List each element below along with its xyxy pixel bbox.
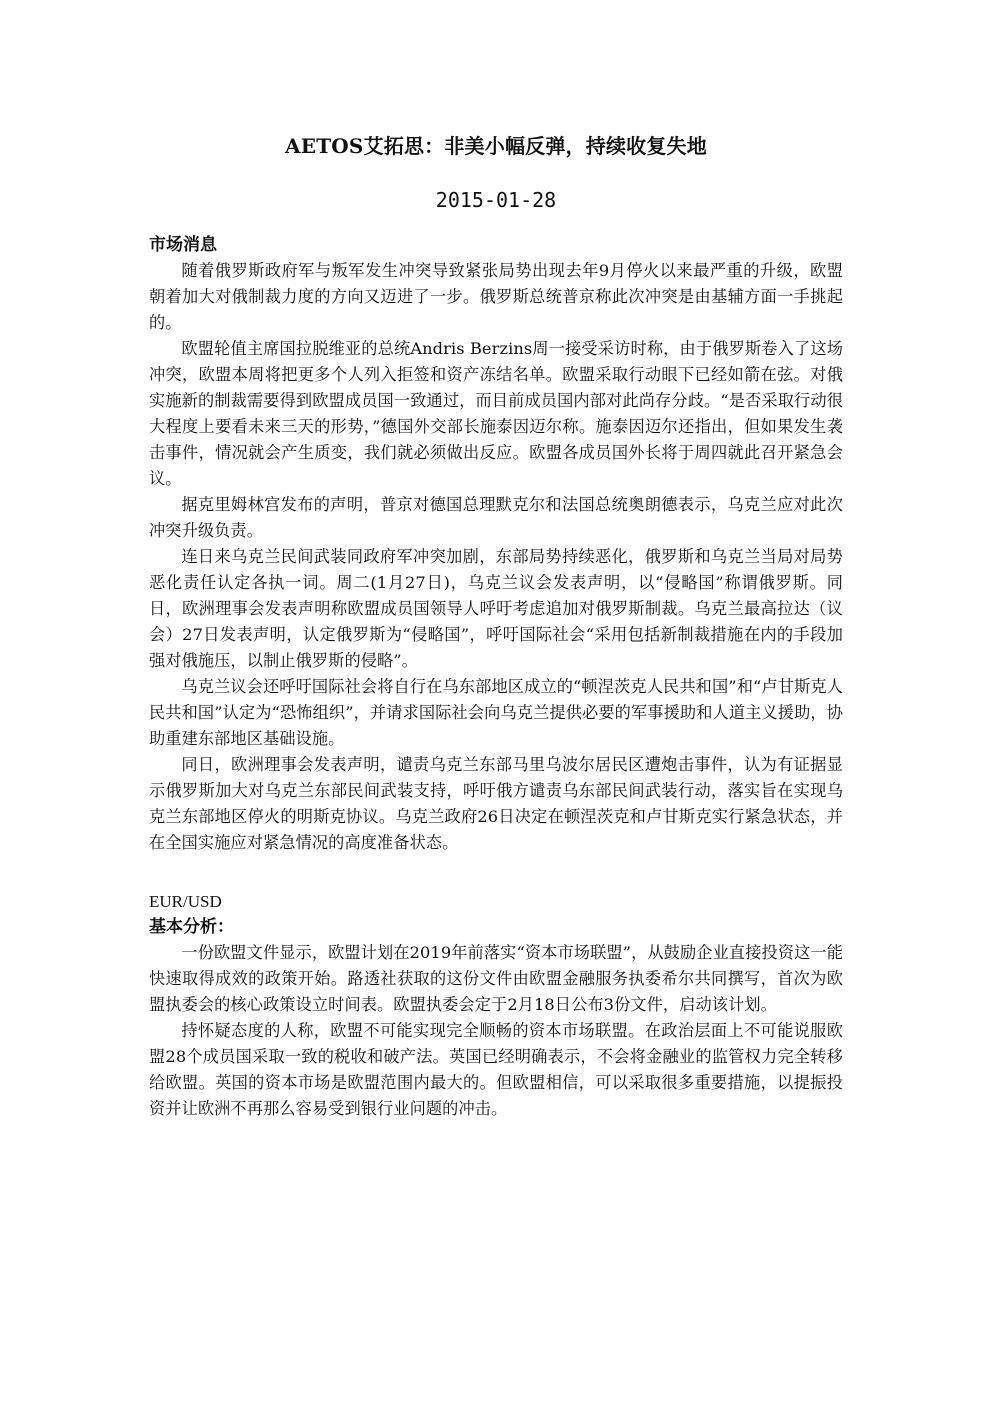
paragraph: 乌克兰议会还呼吁国际社会将自行在乌东部地区成立的“顿涅茨克人民共和国”和“卢甘斯克人民共和国”认定为“恐怖组织”，并请求国际社会向乌克兰提供必要的军事援助和人道主义援助，协助重建东部地区基础设施。 [149,677,843,748]
section-market-news [149,232,843,856]
currency-pair-label: EUR/USD [149,892,222,911]
section-spacer [149,856,843,890]
paragraph: 据克里姆林宫发布的声明，普京对德国总理默克尔和法国总统奥朗德表示，乌克兰应对此次冲突升级负责。 [149,495,843,540]
paragraph: 随着俄罗斯政府军与叛军发生冲突导致紧张局势出现去年9月停火以来最严重的升级，欧盟朝着加大对俄制裁力度的方向又迈进了一步。俄罗斯总统普京称此次冲突是由基辅方面一手挑起的。 [149,261,843,332]
paragraph: 连日来乌克兰民间武装同政府军冲突加剧，东部局势持续恶化，俄罗斯和乌克兰当局对局势恶化责任认定各执一词。周二(1月27日)，乌克兰议会发表声明，以“侵略国”称谓俄罗斯。同日，欧洲理事会发表声明称欧盟成员国领导人呼吁考虑追加对俄罗斯制裁。乌克兰最高拉达（议会）27日发表声明，认定俄罗斯为“侵略国”，呼吁国际社会“采用包括新制裁措施在内的手段加强对俄施压，以制止俄罗斯的侵略”。 [149,547,843,670]
document-title: AETOS艾拓思：非美小幅反弹，持续收复失地 [285,134,707,158]
document-body [149,126,843,1122]
section-heading: 市场消息 [149,235,217,255]
paragraph: 同日，欧洲理事会发表声明，谴责乌克兰东部马里乌波尔居民区遭炮击事件，认为有证据显示俄罗斯加大对乌克兰东部民间武装支持，呼吁俄方谴责乌东部民间武装行动，落实旨在实现乌克兰东部地区停火的明斯克协议。乌克兰政府26日决定在顿涅茨克和卢甘斯克实行紧急状态，并在全国实施应对紧急情况的高度准备状态。 [149,755,843,852]
paragraph: 一份欧盟文件显示，欧盟计划在2019年前落实“资本市场联盟”，从鼓励企业直接投资这一能快速取得成效的政策开始。路透社获取的这份文件由欧盟金融服务执委希尔共同撰写，首次为欧盟执委会的核心政策设立时间表。欧盟执委会定于2月18日公布3份文件，启动该计划。 [149,943,843,1014]
section-heading: 基本分析： [149,917,234,937]
section-eurusd [149,890,843,1122]
paragraph: 持怀疑态度的人称，欧盟不可能实现完全顺畅的资本市场联盟。在政治层面上不可能说服欧盟28个成员国采取一致的税收和破产法。英国已经明确表示，不会将金融业的监管权力完全转移给欧盟。英国的资本市场是欧盟范围内最大的。但欧盟相信，可以采取很多重要措施，以提振投资并让欧洲不再那么容易受到银行业问题的冲击。 [149,1021,843,1118]
paragraph: 欧盟轮值主席国拉脱维亚的总统Andris Berzins周一接受采访时称，由于俄罗斯卷入了这场冲突，欧盟本周将把更多个人列入拒签和资产冻结名单。欧盟采取行动眼下已经如箭在弦。对俄实施新的制裁需要得到欧盟成员国一致通过，而目前成员国内部对此尚存分歧。“是否采取行动很大程度上要看未来三天的形势，”德国外交部长施泰因迈尔称。施泰因迈尔还指出，但如果发生袭击事件，情况就会产生质变，我们就必须做出反应。欧盟各成员国外长将于周四就此召开紧急会议。 [149,339,843,488]
document-date: 2015-01-28 [435,188,557,212]
